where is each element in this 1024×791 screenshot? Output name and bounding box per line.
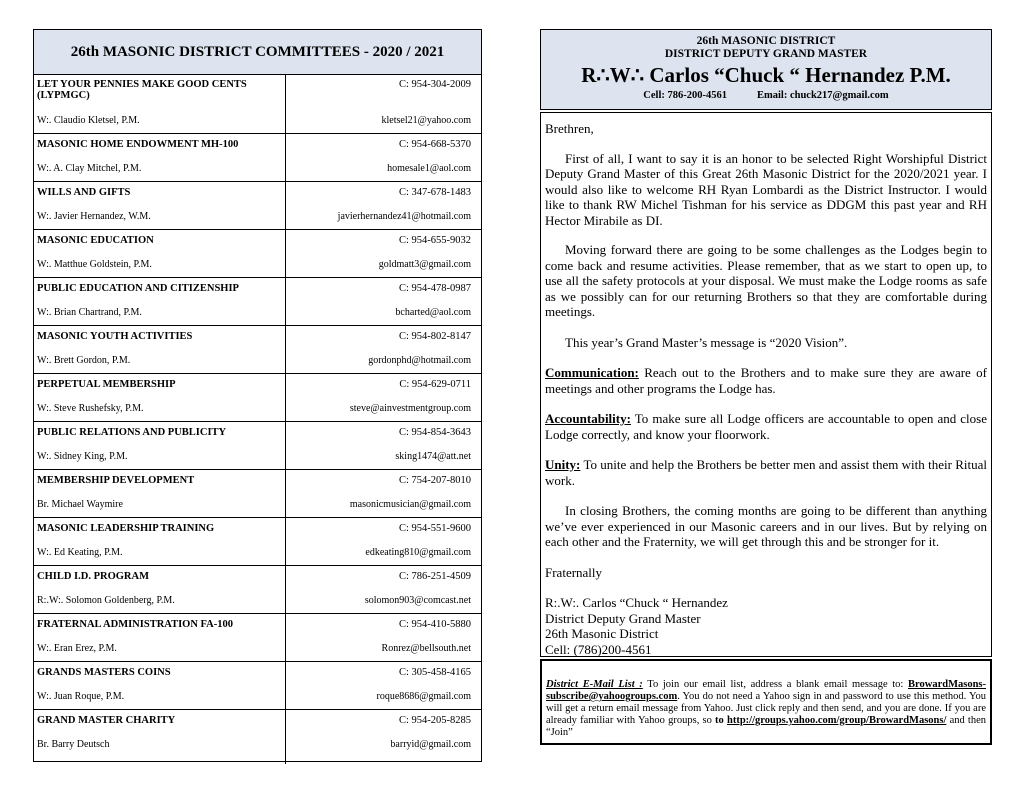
letter-accountability — [545, 411, 987, 442]
signature-title: District Deputy Grand Master — [545, 610, 701, 626]
committees-list — [34, 75, 481, 751]
header-contact — [541, 90, 991, 101]
committee-chair: R:.W:. Solomon Goldenberg, P.M. — [37, 595, 175, 606]
committee-chair: W:. Ed Keating, P.M. — [37, 547, 123, 558]
email-list-text-3: and then “Join” — [546, 715, 986, 738]
committee-phone: C: 347-678-1483 — [398, 187, 471, 198]
committee-row — [34, 614, 481, 662]
committee-title: PUBLIC EDUCATION AND CITIZENSHIP — [37, 283, 239, 294]
header-role: DISTRICT DEPUTY GRAND MASTER — [664, 48, 868, 60]
committee-title-row — [34, 619, 481, 630]
committee-chair: Br. Michael Waymire — [37, 499, 123, 510]
committee-title-row — [34, 667, 481, 678]
committee-title: LET YOUR PENNIES MAKE GOOD CENTS (LYPMGC) — [37, 79, 247, 101]
committee-title: GRANDS MASTERS COINS — [37, 667, 171, 678]
committee-contact-row — [34, 403, 481, 414]
committee-phone: C: 954-205-8285 — [398, 715, 471, 726]
committee-title-row — [34, 79, 481, 101]
committee-row — [34, 182, 481, 230]
letter-unity — [545, 457, 987, 488]
letter-valediction: Fraternally — [545, 564, 603, 580]
committee-title-row — [34, 523, 481, 534]
committee-email[interactable]: homesale1@aol.com — [387, 163, 471, 174]
unity-label: Unity: — [545, 457, 581, 472]
committee-title: MASONIC YOUTH ACTIVITIES — [37, 331, 193, 342]
committee-title: PUBLIC RELATIONS AND PUBLICITY — [37, 427, 227, 438]
letter-paragraph-2: Moving forward there are going to be some challenges as the Lodges begin to come back and resume activities. Please remember, that as we start to open up, to use all the safety protocols at your disposal. We must make the Lodge rooms as safe as we possibly can for our returning Brothers so that they are comfortable during meetings. — [545, 242, 987, 319]
committee-title-row — [34, 475, 481, 486]
committee-contact-row — [34, 163, 481, 174]
committee-contact-row — [34, 547, 481, 558]
committee-email[interactable]: solomon903@comcast.net — [364, 595, 471, 606]
committee-row — [34, 710, 481, 751]
committee-phone: C: 954-629-0711 — [399, 379, 471, 390]
committee-email[interactable]: gordonphd@hotmail.com — [368, 355, 471, 366]
committee-title: CHILD I.D. PROGRAM — [37, 571, 149, 582]
committee-phone: C: 305-458-4165 — [398, 667, 471, 678]
committee-email[interactable]: Ronrez@bellsouth.net — [381, 643, 471, 654]
committee-row — [34, 662, 481, 710]
committee-title: GRAND MASTER CHARITY — [37, 715, 176, 726]
header-cell: Cell: 786-200-4561 — [643, 90, 727, 101]
committee-title: PERPETUAL MEMBERSHIP — [37, 379, 176, 390]
committee-phone: C: 786-251-4509 — [398, 571, 471, 582]
committee-contact-row — [34, 643, 481, 654]
committee-chair: W:. Sidney King, P.M. — [37, 451, 128, 462]
committee-phone: C: 954-551-9600 — [398, 523, 471, 534]
committee-email[interactable]: steve@ainvestmentgroup.com — [349, 403, 471, 414]
committee-contact-row — [34, 499, 481, 510]
letter-communication — [545, 365, 987, 396]
committee-contact-row — [34, 355, 481, 366]
header-name: R∴W∴ Carlos “Chuck “ Hernandez P.M. — [581, 63, 951, 87]
committee-chair: W:. Steve Rushefsky, P.M. — [37, 403, 144, 414]
email-list-text-2: . You do not need a Yahoo sign in and password to use this method. You will get a return email message from Yahoo. Just click reply and then send, and you are done. If you are already familiar with Yahoo groups, so — [546, 691, 986, 726]
committee-phone: C: 954-478-0987 — [398, 283, 471, 294]
committee-email[interactable]: kletsel21@yahoo.com — [381, 115, 471, 126]
committees-panel — [33, 29, 482, 762]
letter-paragraph-3: This year’s Grand Master’s message is “2020 Vision”. — [565, 334, 848, 350]
committee-row — [34, 422, 481, 470]
committee-row — [34, 518, 481, 566]
email-list-to: to — [715, 715, 724, 726]
committee-row — [34, 278, 481, 326]
unity-text: To unite and help the Brothers be better men and assist them with their Ritual work. — [545, 457, 987, 488]
committee-contact-row — [34, 739, 481, 750]
committee-chair: W:. Brian Chartrand, P.M. — [37, 307, 142, 318]
yahoo-group-link[interactable]: http://groups.yahoo.com/group/BrowardMasons/ — [727, 715, 947, 726]
committee-email[interactable]: bcharted@aol.com — [395, 307, 471, 318]
committee-title-row — [34, 571, 481, 582]
committee-email[interactable]: javierhernandez41@hotmail.com — [337, 211, 471, 222]
header-email: Email: chuck217@gmail.com — [757, 90, 889, 101]
signature-name: R:.W:. Carlos “Chuck “ Hernandez — [545, 595, 728, 610]
committee-chair: W:. Matthue Goldstein, P.M. — [37, 259, 152, 270]
letter-paragraph-1: First of all, I want to say it is an honor to be selected Right Worshipful District Deputy Grand Master of this Great 26th Masonic District for the 2020/2021 year. I would also like to welcome RH Ryan Lombardi as the District Instructor. I would like to thank RW Michel Tishman for his service as DDGM this past year and RH Hector Mirabile as DI. — [545, 150, 987, 228]
committee-phone: C: 954-304-2009 — [398, 79, 471, 90]
committees-title: 26th MASONIC DISTRICT COMMITTEES - 2020 / 2021 — [34, 30, 481, 75]
committee-row — [34, 374, 481, 422]
committee-phone: C: 754-207-8010 — [398, 475, 471, 486]
committee-row — [34, 134, 481, 182]
committee-phone: C: 954-410-5880 — [398, 619, 471, 630]
committee-title-row — [34, 187, 481, 198]
committee-contact-row — [34, 451, 481, 462]
committee-title-row — [34, 235, 481, 246]
committee-row — [34, 230, 481, 278]
committee-chair: W:. Juan Roque, P.M. — [37, 691, 125, 702]
committee-title-row — [34, 283, 481, 294]
committee-chair: W:. Brett Gordon, P.M. — [37, 355, 131, 366]
committee-row — [34, 75, 481, 134]
email-list-box — [540, 659, 992, 745]
committee-title-row — [34, 427, 481, 438]
committee-phone: C: 954-668-5370 — [398, 139, 471, 150]
committee-title: WILLS AND GIFTS — [37, 187, 131, 198]
committee-contact-row — [34, 115, 481, 126]
committee-contact-row — [34, 595, 481, 606]
ddgm-header — [540, 29, 992, 110]
committee-title-row — [34, 331, 481, 342]
committee-email[interactable]: goldmatt3@gmail.com — [378, 259, 471, 270]
committee-email[interactable]: edkeating810@gmail.com — [365, 547, 471, 558]
committee-title: MEMBERSHIP DEVELOPMENT — [37, 475, 195, 486]
email-list-text-1: To join our email list, address a blank email message to: — [642, 679, 909, 690]
committee-email[interactable]: sking1474@att.net — [395, 451, 471, 462]
committee-email[interactable]: masonicmusician@gmail.com — [349, 499, 471, 510]
signature-district: 26th Masonic District — [545, 626, 659, 641]
committee-contact-row — [34, 307, 481, 318]
header-district: 26th MASONIC DISTRICT — [696, 35, 836, 47]
committee-title: FRATERNAL ADMINISTRATION FA-100 — [37, 619, 234, 630]
committee-chair: Br. Barry Deutsch — [37, 739, 110, 750]
committee-contact-row — [34, 691, 481, 702]
letter-closing: In closing Brothers, the coming months are going to be different than anything we’ve ever experienced in our Masonic careers and in our lives. But by relying on each other and the Fraternity, we will get through this and be stronger for it. — [545, 503, 987, 549]
signature-cell: Cell: (786)200-4561 — [545, 641, 652, 657]
committee-contact-row — [34, 259, 481, 270]
committee-row — [34, 566, 481, 614]
communication-text: Reach out to the Brothers and to make sure they are aware of meetings and other programs the Lodge has. — [545, 365, 987, 396]
accountability-text: To make sure all Lodge officers are accountable to open and close Lodge correctly, and know your floorwork. — [545, 411, 987, 442]
committee-title-row — [34, 139, 481, 150]
committee-chair: W:. Eran Erez, P.M. — [37, 643, 117, 654]
subscribe-address-link[interactable]: BrowardMasons-subscribe@yahoogroups.com — [546, 679, 986, 702]
committee-title-row — [34, 379, 481, 390]
committee-row — [34, 326, 481, 374]
committee-phone: C: 954-802-8147 — [398, 331, 471, 342]
committee-chair: W:. Javier Hernandez, W.M. — [37, 211, 151, 222]
committee-chair: W:. A. Clay Mitchel, P.M. — [37, 163, 142, 174]
committee-title-row — [34, 715, 481, 726]
committee-phone: C: 954-655-9032 — [398, 235, 471, 246]
committee-email[interactable]: roque8686@gmail.com — [376, 691, 471, 702]
email-list-label: District E-Mail List : — [546, 679, 643, 690]
committee-title: MASONIC LEADERSHIP TRAINING — [37, 523, 215, 534]
committee-title: MASONIC HOME ENDOWMENT MH-100 — [37, 139, 239, 150]
ddgm-letter — [540, 112, 992, 657]
communication-label: Communication: — [545, 365, 639, 380]
committee-row — [34, 470, 481, 518]
committee-chair: W:. Claudio Kletsel, P.M. — [37, 115, 140, 126]
committee-email[interactable]: barryid@gmail.com — [390, 739, 471, 750]
letter-salutation: Brethren, — [545, 121, 594, 136]
committee-contact-row — [34, 211, 481, 222]
accountability-label: Accountability: — [545, 411, 631, 426]
committee-title: MASONIC EDUCATION — [37, 235, 154, 246]
committee-phone: C: 954-854-3643 — [398, 427, 471, 438]
